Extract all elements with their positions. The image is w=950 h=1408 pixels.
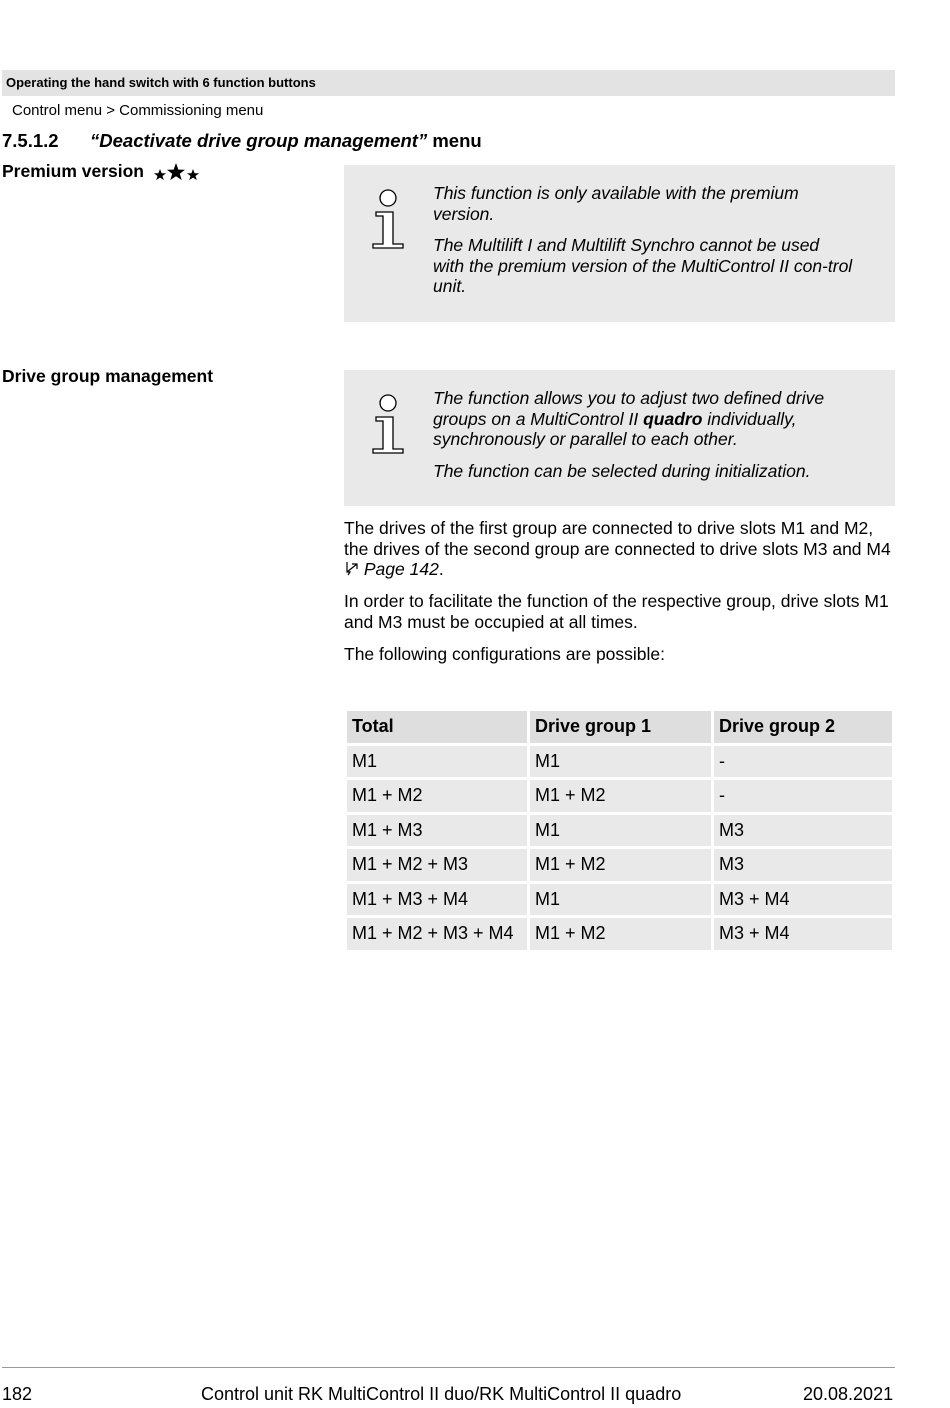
table-row (347, 780, 892, 812)
cell-total: M1 + M3 (347, 815, 527, 847)
drive-group-note-text-1 (433, 388, 855, 450)
page-link-arrow-icon (344, 559, 359, 579)
cell-total: M1 + M2 + M3 (347, 849, 527, 881)
cell-total: M1 + M2 (347, 780, 527, 812)
cell-drive-group-1: M1 + M2 (530, 849, 711, 881)
footer-divider (2, 1367, 895, 1368)
table-row (347, 884, 892, 916)
cell-drive-group-2: M3 (714, 849, 892, 881)
section-number: 7.5.1.2 (2, 130, 59, 151)
premium-version-label (2, 160, 201, 185)
premium-note-text-1: This function is only available with the premium version. (433, 183, 799, 224)
chapter-header-bar (2, 70, 895, 96)
drive-group-note-text-2: The function can be selected during initialization. (433, 460, 811, 481)
cell-drive-group-1: M1 + M2 (530, 918, 711, 950)
body-paragraph-2: In order to facilitate the function of the respective group, drive slots M1 and M3 must be occupied at all times. (344, 591, 889, 632)
body-paragraph-1 (344, 518, 899, 580)
cell-drive-group-1: M1 + M2 (530, 780, 711, 812)
cell-drive-group-1: M1 (530, 884, 711, 916)
table-header-row (347, 711, 892, 743)
document-date: 20.08.2021 (803, 1384, 894, 1404)
cell-drive-group-2: M3 + M4 (714, 884, 892, 916)
cell-drive-group-1: M1 (530, 746, 711, 778)
breadcrumb: Control menu > Commissioning menu (12, 102, 264, 119)
document-title: Control unit RK MultiControl II duo/RK MultiControl II quadro (201, 1384, 682, 1404)
note-text-part: The function allows you to adjust two defined drive groups on a MultiControl II (433, 388, 825, 429)
chapter-title: Operating the hand switch with 6 function buttons (6, 75, 316, 90)
cell-total: M1 (347, 746, 527, 778)
table-row (347, 815, 892, 847)
body-paragraph-3: The following configurations are possible: (344, 643, 666, 664)
header-drive-group-1: Drive group 1 (530, 711, 711, 743)
premium-label-text: Premium version (2, 161, 144, 182)
three-stars-icon (153, 160, 201, 185)
configurations-table (344, 708, 895, 953)
note-text-part: individually, synchronously or parallel to each other. (433, 408, 797, 449)
cell-total: M1 + M2 + M3 + M4 (347, 918, 527, 950)
table-row (347, 918, 892, 950)
drive-group-body (344, 518, 899, 675)
premium-info-note (344, 165, 895, 322)
info-icon (372, 187, 406, 254)
cell-drive-group-2: M3 + M4 (714, 918, 892, 950)
header-drive-group-2: Drive group 2 (714, 711, 892, 743)
body-text-part: . (438, 559, 444, 580)
table-row (347, 849, 892, 881)
cell-drive-group-2: M3 (714, 815, 892, 847)
cell-drive-group-1: M1 (530, 815, 711, 847)
table-row (347, 746, 892, 778)
premium-note-text-2: The Multilift I and Multilift Synchro cannot be used with the premium version of the MultiControl II con-trol unit. (433, 235, 853, 296)
drive-group-info-note (344, 370, 895, 506)
section-heading (2, 130, 482, 152)
info-icon (372, 392, 406, 459)
page-link[interactable]: Page 142 (363, 559, 439, 580)
section-title-suffix: menu (427, 130, 482, 151)
page-number: 182 (2, 1384, 33, 1404)
body-text-part: The drives of the first group are connected to drive slots M1 and M2, the drives of the second group are connected to drive slots M3 and M4 (344, 518, 891, 559)
section-title: “Deactivate drive group management” (90, 130, 428, 151)
cell-drive-group-2: - (714, 780, 892, 812)
cell-drive-group-2: - (714, 746, 892, 778)
header-total: Total (347, 711, 527, 743)
note-text-bold: quadro (643, 408, 703, 429)
cell-total: M1 + M3 + M4 (347, 884, 527, 916)
drive-group-management-label: Drive group management (2, 366, 214, 386)
